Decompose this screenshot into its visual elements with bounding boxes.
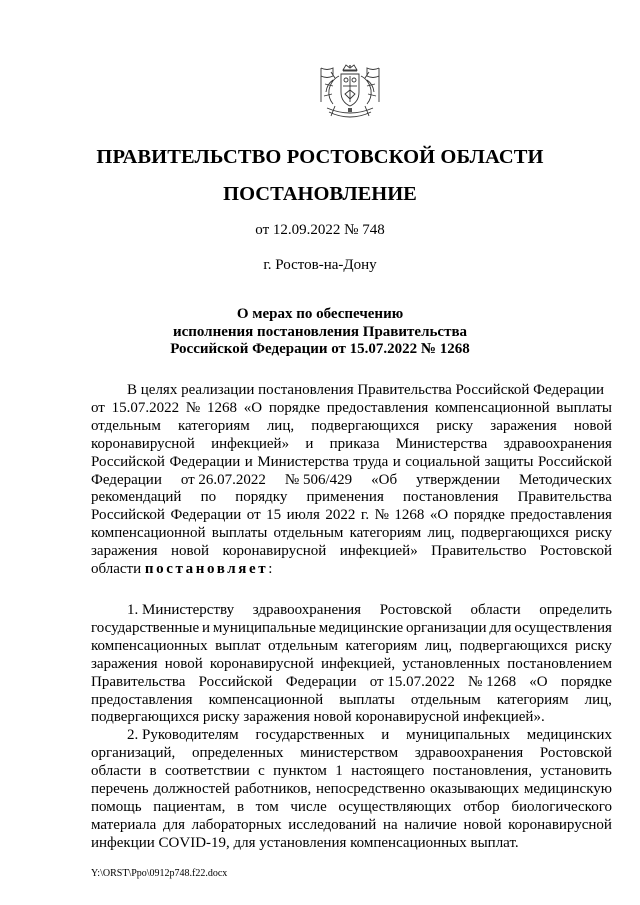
word: «О [529,673,548,690]
word: г. [360,507,370,524]
word: здравоохранения [414,745,524,762]
word: новой [164,655,203,672]
word: «О [429,507,449,524]
word: коронавирусной [209,655,314,672]
word: том [255,798,279,815]
word: выплат [215,637,261,654]
word: коронавирусной [222,543,327,560]
word: инфекцией, [320,655,396,672]
preamble-line [91,418,612,436]
subject-line: О мерах по обеспечению [236,306,404,322]
word: осуществляющих [338,798,452,815]
subject-line: исполнения постановления Правительства [172,323,468,340]
word: заражения [91,543,158,560]
word: должностей [153,781,230,798]
word: инфекцией» [211,435,290,452]
word: оказывающих [430,781,520,798]
word: установленных [402,655,501,672]
word: медицинскую [523,781,612,798]
word: непосредственно [316,781,426,798]
word: в [236,798,245,815]
clause-line [91,799,612,817]
word: от 26.07.2022 [180,471,266,488]
word: порядке [560,673,612,690]
word: соответствии [164,763,250,780]
word: порядке [268,399,320,416]
word: порядку [235,489,288,506]
word: выплаты [339,691,395,708]
clause-line [91,781,612,799]
word: перечень [91,781,149,798]
word: постановления [402,489,499,506]
word: определить [539,602,612,618]
word: Правительство [431,543,527,560]
word: Федерации [169,453,241,470]
clause-line [91,602,612,620]
word: и [381,727,390,744]
word: Федерации [91,471,162,488]
word: труда [353,453,389,470]
word: риску [575,525,612,542]
word: категориям [177,417,250,434]
preamble-line [91,489,612,507]
word: категориям [496,691,569,708]
word: Российской [91,507,165,524]
word: июля [286,507,320,524]
word: Ростовской [539,745,612,762]
word: категориям [349,525,422,542]
clause-line [91,692,612,710]
word: отдельным [273,525,344,542]
preamble-line [91,525,612,543]
word: определенных [191,745,284,762]
word: от 15.07.2022 [369,673,455,690]
word: области [470,602,521,618]
word: 15.07.2022 [111,399,180,416]
word: с [258,763,265,780]
word: в [149,763,157,780]
word: категориям [345,637,418,654]
word: отдельным [91,417,161,434]
word: защиты [484,453,534,470]
clause-line [91,763,612,781]
word: заражения [490,417,557,434]
word: осуществления [514,619,612,636]
word: подвергающихся [311,417,420,434]
word: компенсационной [208,691,324,708]
word: 15 [266,507,282,524]
word: лиц, [424,637,453,654]
word: порядке [453,507,505,524]
word: организации [406,619,487,636]
word: отдельным [268,637,339,654]
word: муниципальные [212,619,316,636]
word: № [185,399,201,416]
word: : [268,561,273,578]
word: Правительства [517,489,612,506]
file-path: Y:\ORST\Ppo\0912p748.f22.docx [91,868,228,879]
word: 2. Руководителям [127,727,239,744]
word: лиц, [584,691,612,708]
word: 2022 [325,507,356,524]
city: г. Ростов-на-Дону [263,257,377,273]
word: Российской [537,453,612,470]
word: для [489,619,512,636]
clause-line [91,709,612,727]
word: от [246,507,261,524]
word: постановления, [432,763,532,780]
word: инфекцией» [339,543,418,560]
clauses-section [91,602,612,853]
word: Ростовской [539,543,612,560]
word: лиц, [427,525,455,542]
word: утверждении [416,471,501,488]
clause-line [91,674,612,692]
word: наличие [404,816,457,833]
word: министерством [300,745,399,762]
word: Ростовской [379,602,452,618]
word: применения [306,489,384,506]
preamble-line [91,454,612,472]
word: работников, [234,781,312,798]
preamble-line [91,436,612,454]
word: области [91,561,145,578]
word: на [382,816,398,833]
word: выплаты [556,399,612,416]
document-subject [0,306,640,359]
word: для [162,816,185,833]
preamble-line [91,561,612,579]
word: Методических [519,471,612,488]
word: подвергающихся риску заражения новой коронавирусной инфекцией». [91,709,545,726]
word: от [91,399,105,416]
word: № 506/429 [284,471,353,488]
coat-of-arms-icon [313,62,387,124]
document-type: ПОСТАНОВЛЕНИЕ [223,183,417,205]
word: Правительства [91,673,186,690]
preamble-paragraph [91,382,612,579]
word: помощь [91,798,142,815]
word: рекомендаций [91,489,182,506]
word: лабораторных [191,816,282,833]
subject-line: Российской Федерации от 15.07.2022 № 1268 [170,341,470,357]
word: установить [540,763,612,780]
word: «Об [371,471,398,488]
preamble-line [91,507,612,525]
word: пациентам, [153,798,226,815]
word: лиц, [266,417,295,434]
organization-title: ПРАВИТЕЛЬСТВО РОСТОВСКОЙ ОБЛАСТИ [96,146,544,168]
clause-line [91,817,612,835]
word: инфекции COVID-19, для установления компенсационных выплат. [91,834,519,851]
word: социальной [405,453,481,470]
clause-line [91,620,612,638]
word: числе [290,798,327,815]
decree-word: постановляет [144,561,269,578]
word: и [305,435,314,452]
word: риску [575,637,612,654]
word: Министерства [257,453,349,470]
word: 1. Министерству [127,602,235,618]
preamble-line [91,472,612,490]
word: постановлением [507,655,612,672]
word: здравоохранения [503,435,612,452]
word: Министерства [395,435,488,452]
word: компенсационных [91,637,208,654]
word: исследований [288,816,377,833]
word: приказа [329,435,380,452]
clause-line [91,727,612,745]
word: и [392,453,401,470]
word: 1268 [394,507,425,524]
preamble-line [91,400,612,418]
word: отбор [463,798,500,815]
word: риску [436,417,474,434]
word: коронавирусной [508,816,612,833]
word: и [202,619,211,636]
word: 1 [335,763,343,780]
word: муниципальных [406,727,510,744]
word: и [244,453,253,470]
word: здравоохранения [252,602,362,618]
word: биологического [511,798,612,815]
word: коронавирусной [91,435,195,452]
word: Российской [198,673,273,690]
word: пунктом [273,763,327,780]
word: 1268 [206,399,237,416]
word: компенсационной [435,399,550,416]
word: области [91,763,142,780]
date-and-number: от 12.09.2022 № 748 [255,222,385,238]
word: подвергающихся [459,637,568,654]
word: подвергающихся [460,525,570,542]
word: В целях реализации постановления Правительства Российской Федерации [127,382,605,398]
word: компенсационной [91,525,206,542]
clause-line [91,745,612,763]
word: предоставления [326,399,429,416]
word: медицинские [318,619,404,636]
word: организаций, [91,745,176,762]
preamble-line [91,382,612,400]
clause-line [91,638,612,656]
word: государственных [255,727,365,744]
word: № 1268 [468,673,517,690]
word: настоящего [351,763,425,780]
word: новой [463,816,502,833]
word: Федерации [285,673,357,690]
word: новой [170,543,210,560]
word: № [374,507,389,524]
word: материала [91,816,157,833]
preamble-line [91,543,612,561]
word: предоставления [510,507,612,524]
word: государственные [91,619,200,636]
word: отдельным [410,691,481,708]
word: предоставления [91,691,193,708]
clause-line [91,656,612,674]
word: медицинских [526,727,612,744]
word: Федерации [170,507,242,524]
word: новой [573,417,612,434]
word: выплаты [211,525,268,542]
word: «О [243,399,263,416]
word: заражения [91,655,158,672]
word: по [200,489,217,506]
clause-line [91,835,612,853]
word: Российской [91,453,165,470]
